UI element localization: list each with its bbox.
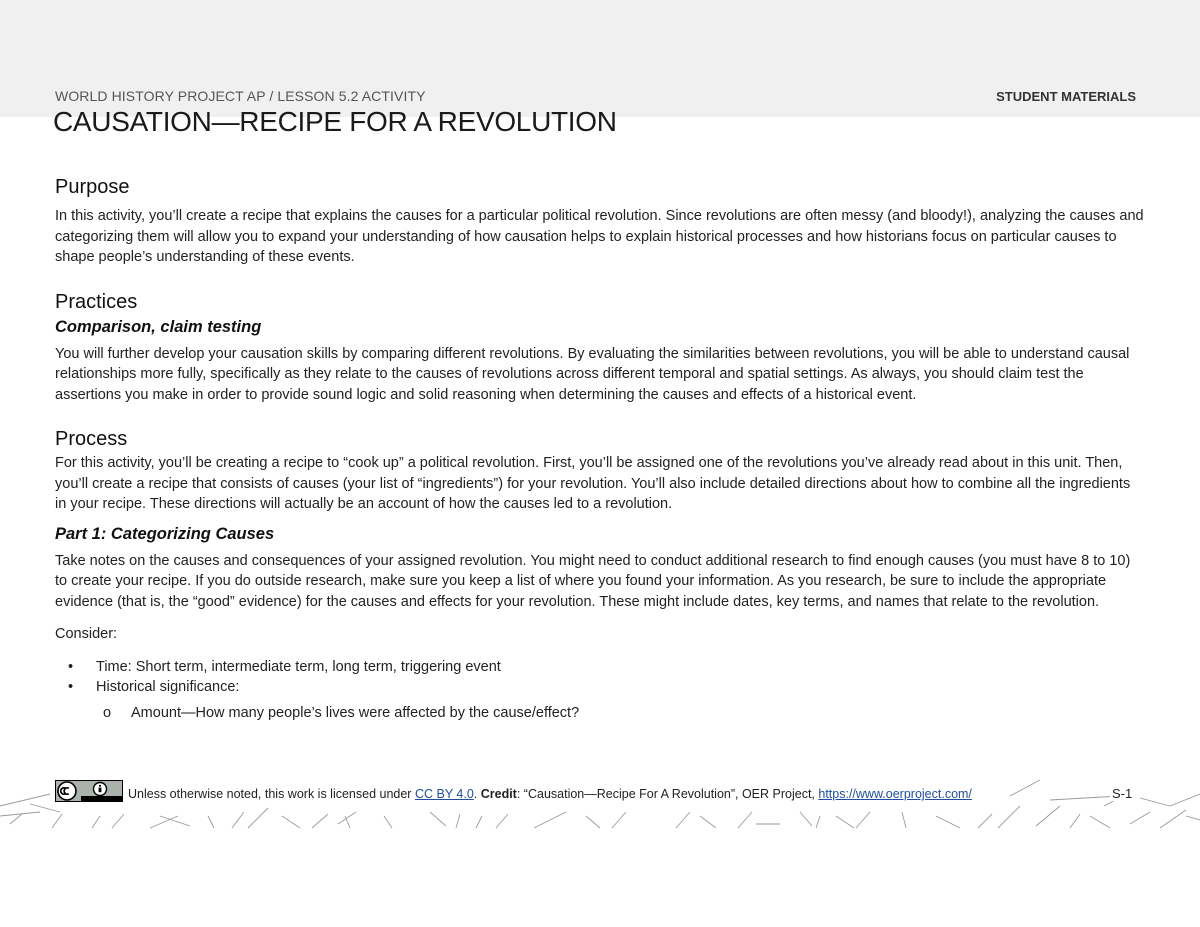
bullet-marker: •	[68, 679, 74, 695]
bullet-marker: •	[68, 658, 74, 675]
license-credit	[128, 787, 975, 801]
credit-text: : “Causation—Recipe For A Revolution”, OER Project,	[516, 787, 819, 801]
practices-text: You will further develop your causation skills by comparing different revolutions. By evaluating the similarities between revolutions, you will be able to understand causal relationships more fully, specifically as they relate to the causes of revolutions across different temporal and spatial settings. As always, you should claim test the assertions you make in order to provide sound logic and solid reasoning when determining the causes and effects of a historical event.	[55, 345, 1130, 403]
purpose-heading: Purpose	[55, 176, 130, 198]
list-item-text: Amount—How many people’s lives were affected by the cause/effect?	[131, 704, 580, 721]
list-item	[55, 677, 1145, 698]
decorative-line-pattern	[0, 776, 1200, 830]
list-item-text: Historical significance:	[96, 679, 240, 695]
oer-project-link[interactable]: https://www.oerproject.com/	[818, 787, 972, 801]
cc-license-link[interactable]: CC BY 4.0	[414, 787, 474, 801]
part1-text: Take notes on the causes and consequences of your assigned revolution. You might need to conduct additional research to find enough causes (you must have 8 to 10) to create your recipe. If you do outside research, make sure you keep a list of where you found your information. As you research, be sure to include the appropriate evidence (that is, the “good” evidence) for the causes and effects for your revolution. These might include dates, key terms, and names that relate to the revolution.	[55, 552, 1131, 610]
practices-subheading: Comparison, claim testing	[55, 317, 262, 336]
page-title: CAUSATION—RECIPE FOR A REVOLUTION	[53, 106, 617, 137]
sub-bullet-marker: o	[103, 704, 112, 721]
list-item	[55, 703, 1145, 724]
cc-by-license-badge-icon[interactable]	[55, 780, 123, 802]
consider-list	[55, 657, 1145, 698]
student-materials-label: STUDENT MATERIALS	[996, 89, 1136, 104]
practices-heading: Practices	[55, 290, 138, 313]
license-separator: .	[473, 787, 481, 801]
breadcrumb: WORLD HISTORY PROJECT AP / LESSON 5.2 ACTIVITY	[55, 88, 426, 104]
purpose-text: In this activity, you’ll create a recipe that explains the causes for a particular political revolution. Since revolutions are often messy (and bloody!), analyzing the causes and categorizing them will allow you to expand your understanding of how causation helps to explain historical processes and how historians focus on particular causes to shape people’s understanding of these events.	[55, 208, 1144, 265]
process-text: For this activity, you’ll be creating a recipe to “cook up” a political revolution. First, you’ll be assigned one of the revolutions you’ve already read about in this unit. Then, you’ll create a recipe that consists of causes (your list of “ingredients”) for your revolution. You’ll also include detailed directions about how to combine all the ingredients in your recipe. These directions will actually be an account of how the causes led to a revolution.	[55, 455, 1131, 512]
credit-label: Credit	[480, 787, 517, 801]
license-prefix: Unless otherwise noted, this work is licensed under	[128, 787, 415, 801]
page-number: S-1	[1112, 786, 1133, 801]
document-body	[55, 174, 1145, 723]
list-item	[55, 657, 1145, 678]
consider-label: Consider:	[55, 626, 118, 642]
list-item-text: Time: Short term, intermediate term, long term, triggering event	[96, 658, 501, 675]
part1-heading: Part 1: Categorizing Causes	[55, 524, 275, 543]
process-heading: Process	[55, 428, 128, 450]
significance-sublist	[55, 703, 1145, 724]
